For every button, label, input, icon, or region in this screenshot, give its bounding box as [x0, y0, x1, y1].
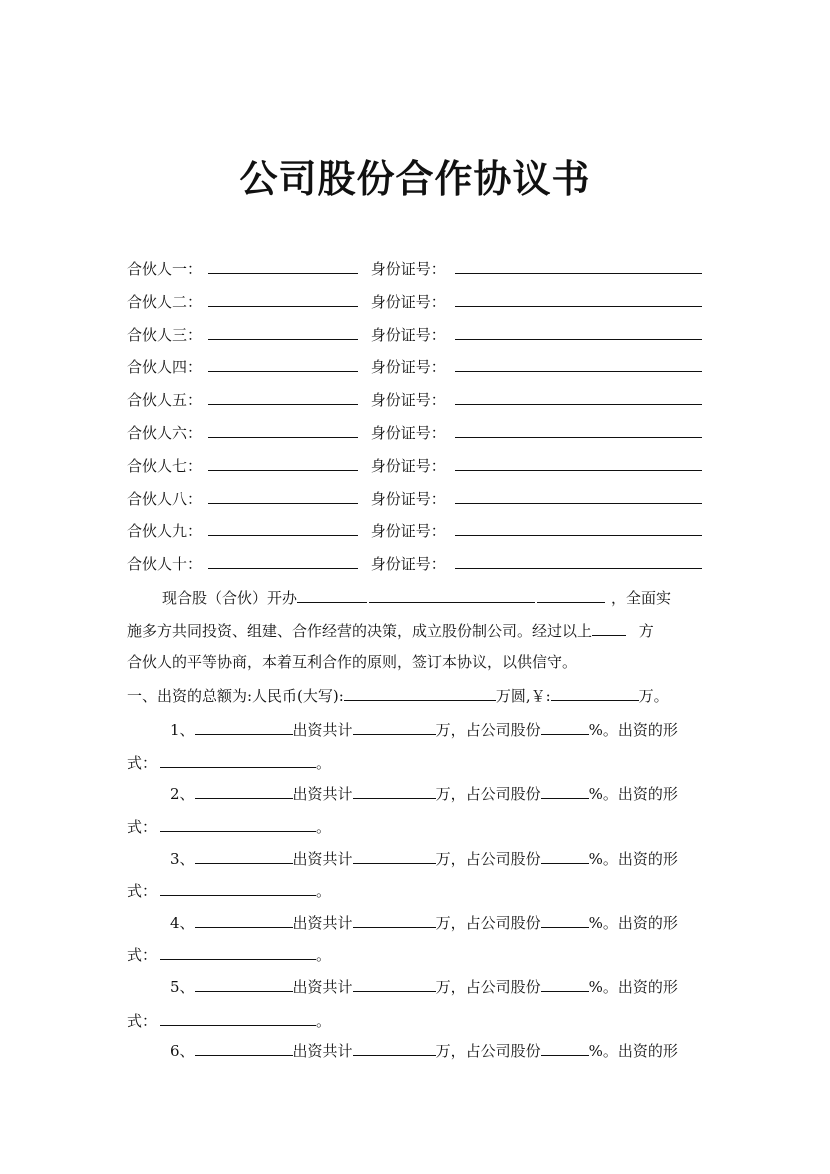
- investor-field[interactable]: [195, 783, 293, 799]
- intro-text: 现合股（合伙）开办: [162, 589, 298, 607]
- item-text: 。: [316, 882, 332, 900]
- partner-label: 合伙人八：: [127, 489, 203, 508]
- partner-name-field[interactable]: [208, 291, 358, 307]
- id-label: 身份证号：: [370, 522, 446, 541]
- item-text: 出资共计: [292, 914, 353, 932]
- total-unit: 万圆,￥:: [495, 687, 551, 705]
- item-text: 万，占公司股份: [435, 785, 541, 803]
- id-label: 身份证号：: [370, 489, 446, 508]
- item-text: 。: [316, 818, 332, 836]
- total-line: [127, 685, 669, 705]
- item-row: [170, 783, 678, 803]
- item-number: 5、: [170, 978, 195, 996]
- partner-label: 合伙人六：: [127, 424, 203, 442]
- item-text: %。出资的形: [588, 850, 678, 868]
- intro-line-3: 合伙人的平等协商，本着互利合作的原则，签订本协议，以供信守。: [127, 653, 578, 671]
- partner-name-field[interactable]: [208, 520, 358, 536]
- item-text: 万，占公司股份: [435, 978, 541, 996]
- item-form-row: [127, 752, 331, 772]
- item-text: 。: [316, 1012, 332, 1030]
- item-text: %。出资的形: [588, 914, 678, 932]
- amount-field[interactable]: [353, 976, 436, 992]
- item-number: 3、: [170, 850, 195, 868]
- item-number: 2、: [170, 785, 195, 803]
- partner-label: 合伙人二：: [127, 292, 203, 311]
- item-text: 式：: [127, 754, 158, 772]
- amount-field[interactable]: [353, 1040, 436, 1056]
- share-percent-field[interactable]: [541, 783, 589, 799]
- item-form-row: [127, 944, 331, 964]
- item-text: 出资共计: [292, 785, 353, 803]
- intro-text: ，全面实: [611, 589, 672, 607]
- item-text: 出资共计: [292, 721, 353, 739]
- id-number-field[interactable]: [455, 553, 702, 569]
- id-label: 身份证号：: [370, 358, 446, 377]
- partner-label: 合伙人四：: [127, 358, 203, 377]
- amount-field[interactable]: [353, 719, 436, 735]
- total-unit: 万。: [638, 687, 669, 705]
- intro-text: 方: [634, 622, 654, 640]
- form-field[interactable]: [160, 880, 316, 896]
- amount-field[interactable]: [353, 783, 436, 799]
- item-number: 6、: [170, 1042, 195, 1060]
- id-label: 身份证号：: [370, 555, 446, 574]
- item-text: 出资共计: [292, 850, 353, 868]
- form-field[interactable]: [160, 752, 316, 768]
- blank-field[interactable]: [344, 685, 496, 701]
- item-form-row: [127, 816, 331, 836]
- total-label: 一、出资的总额为:人民币(大写):: [127, 687, 344, 705]
- item-text: 万，占公司股份: [435, 914, 541, 932]
- amount-field[interactable]: [353, 848, 436, 864]
- investor-field[interactable]: [195, 976, 293, 992]
- item-text: 万，占公司股份: [435, 721, 541, 739]
- item-text: 万，占公司股份: [435, 1042, 541, 1060]
- item-row: [170, 912, 678, 932]
- partner-label: 合伙人十：: [127, 555, 203, 574]
- item-text: 。: [316, 946, 332, 964]
- item-row: [170, 976, 678, 996]
- id-number-field[interactable]: [455, 291, 702, 307]
- item-text: %。出资的形: [588, 978, 678, 996]
- share-percent-field[interactable]: [541, 976, 589, 992]
- investor-field[interactable]: [195, 1040, 293, 1056]
- item-text: 式：: [127, 818, 158, 836]
- partner-label: 合伙人三：: [127, 325, 203, 344]
- share-percent-field[interactable]: [541, 912, 589, 928]
- item-number: 1、: [170, 721, 195, 739]
- item-text: 万，占公司股份: [435, 850, 541, 868]
- id-label: 身份证号：: [370, 260, 446, 278]
- partner-name-field[interactable]: [208, 553, 358, 569]
- blank-field[interactable]: [537, 587, 605, 603]
- partner-label: 合伙人一：: [127, 260, 203, 278]
- partner-label: 合伙人九：: [127, 522, 203, 541]
- share-percent-field[interactable]: [541, 719, 589, 735]
- share-percent-field[interactable]: [541, 1040, 589, 1056]
- item-row: [170, 1040, 678, 1060]
- item-text: 式：: [127, 882, 158, 900]
- id-label: 身份证号：: [370, 424, 446, 442]
- item-text: %。出资的形: [588, 785, 678, 803]
- intro-text: 施多方共同投资、组建、合作经营的决策，成立股份制公司。经过以上: [127, 622, 593, 640]
- item-text: 出资共计: [292, 1042, 353, 1060]
- item-form-row: [127, 880, 331, 900]
- item-row: [170, 848, 678, 868]
- item-text: %。出资的形: [588, 1042, 678, 1060]
- item-form-row: [127, 1010, 331, 1030]
- item-text: 。: [316, 754, 332, 772]
- investor-field[interactable]: [195, 912, 293, 928]
- partner-label: 合伙人五：: [127, 391, 203, 410]
- item-text: 式：: [127, 1012, 158, 1030]
- blank-field[interactable]: [592, 620, 626, 636]
- share-percent-field[interactable]: [541, 848, 589, 864]
- investor-field[interactable]: [195, 719, 293, 735]
- item-number: 4、: [170, 914, 195, 932]
- item-row: [170, 719, 678, 739]
- amount-field[interactable]: [353, 912, 436, 928]
- id-label: 身份证号：: [370, 456, 446, 475]
- id-label: 身份证号：: [370, 292, 446, 311]
- form-field[interactable]: [160, 816, 316, 832]
- item-text: 式：: [127, 946, 158, 964]
- id-label: 身份证号：: [370, 325, 446, 344]
- partner-name-field[interactable]: [208, 258, 358, 274]
- intro-line-2: [127, 620, 654, 640]
- id-label: 身份证号：: [370, 391, 446, 410]
- blank-field[interactable]: [369, 587, 535, 603]
- document-title: 公司股份合作协议书: [239, 156, 591, 201]
- form-field[interactable]: [160, 944, 316, 960]
- partner-label: 合伙人七：: [127, 456, 203, 475]
- item-text: %。出资的形: [588, 721, 678, 739]
- form-field[interactable]: [160, 1010, 316, 1026]
- investor-field[interactable]: [195, 848, 293, 864]
- item-text: 出资共计: [292, 978, 353, 996]
- blank-field[interactable]: [551, 685, 639, 701]
- blank-field[interactable]: [297, 587, 367, 603]
- id-number-field[interactable]: [455, 258, 702, 274]
